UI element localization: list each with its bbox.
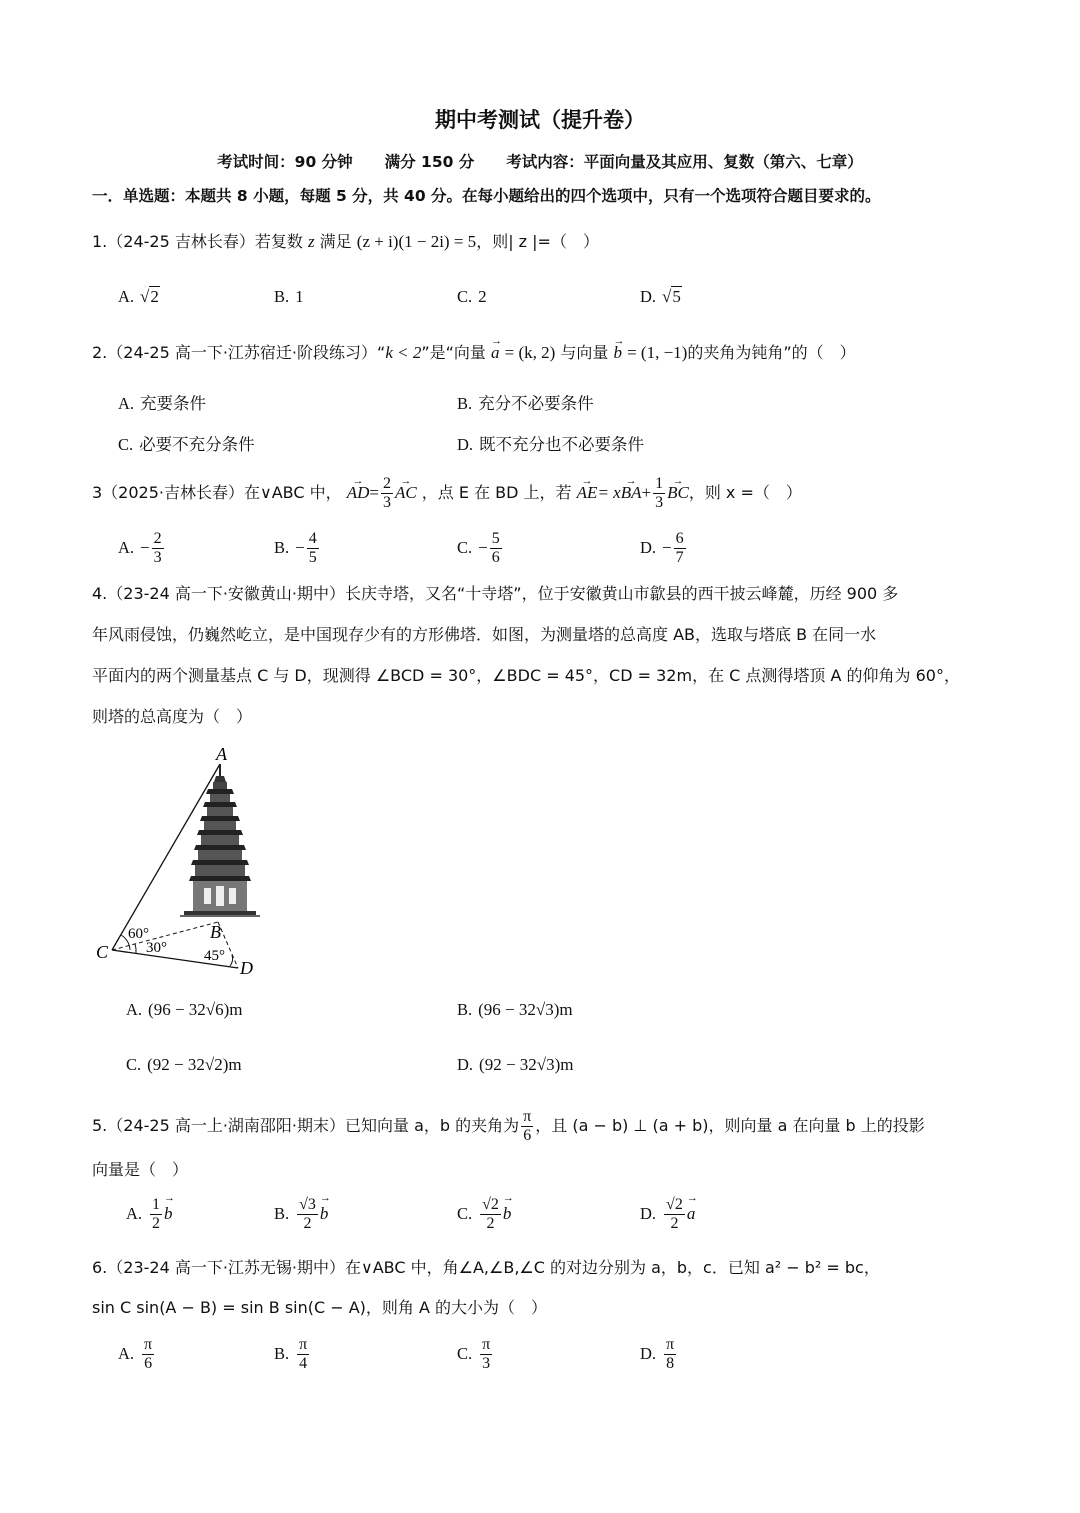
- page-title: 期中考测试（提升卷）: [435, 108, 645, 132]
- numerator: 4: [308, 530, 317, 547]
- q6-option-d[interactable]: [640, 1336, 678, 1373]
- option-label: A.: [118, 394, 135, 413]
- q4-option-a[interactable]: [126, 1000, 243, 1020]
- denominator: 3: [655, 494, 664, 511]
- denominator: 7: [675, 549, 684, 566]
- denominator: 2: [152, 1215, 161, 1232]
- numerator: 2: [153, 530, 162, 547]
- numerator: √3: [299, 1196, 316, 1213]
- q6-option-c[interactable]: [457, 1336, 494, 1373]
- q5-text-a: 5.（24-25 高一上·湖南邵阳·期末）已知向量 a，b 的夹角为: [92, 1116, 520, 1135]
- option-label: C.: [457, 1204, 473, 1223]
- option-label: C.: [457, 538, 473, 557]
- q1-option-a[interactable]: [118, 287, 160, 307]
- numerator: 1: [152, 1196, 161, 1213]
- option-label: C.: [118, 435, 134, 454]
- neg-sign: −: [662, 538, 672, 557]
- full-score: 满分 150 分: [384, 153, 475, 171]
- denominator: 4: [299, 1355, 308, 1372]
- fraction: [307, 530, 319, 567]
- numerator: 6: [675, 530, 684, 547]
- denominator: 6: [144, 1355, 153, 1372]
- numerator: √2: [666, 1196, 683, 1213]
- denominator: 6: [523, 1127, 532, 1144]
- fraction: [490, 530, 502, 567]
- option-label: D.: [457, 1055, 474, 1074]
- q5-option-d[interactable]: [640, 1196, 695, 1233]
- fraction: [152, 530, 164, 567]
- question-4-line-1: 4.（23-24 高一下·安徽黄山·期中）长庆寺塔，又名“十寺塔”，位于安徽黄山市歙县的西干披云峰麓，历经 900 多: [92, 584, 899, 603]
- option-label: B.: [274, 538, 290, 557]
- q3-option-b[interactable]: [274, 530, 321, 567]
- option-label: B.: [274, 287, 290, 306]
- numerator: 5: [491, 530, 500, 547]
- exam-meta: [0, 150, 1080, 172]
- q2-b-expr: = (1, −1): [627, 343, 688, 362]
- neg-sign: −: [295, 538, 305, 557]
- radicand: 5: [672, 287, 681, 306]
- fraction: [142, 1336, 154, 1373]
- pagoda-icon: [180, 764, 260, 916]
- section-heading: 一．单选题：本题共 8 小题，每题 5 分，共 40 分。在每小题给出的四个选项中，只有一个选项符合题目要求的。: [92, 187, 881, 205]
- option-label: C.: [126, 1055, 142, 1074]
- q2-mid2: 与向量: [560, 343, 609, 362]
- question-4-line-2: 年风雨侵蚀，仍巍然屹立，是中国现存少有的方形佛塔．如图，为测量塔的总高度 AB，选取与塔底 B 在同一水: [92, 625, 877, 644]
- pagoda-figure: [92, 742, 292, 982]
- option-label: B.: [274, 1204, 290, 1223]
- option-label: A.: [126, 1000, 143, 1019]
- q3-option-d[interactable]: [640, 530, 688, 567]
- option-value: (92 − 32√2)m: [147, 1055, 242, 1074]
- denominator: 3: [153, 549, 162, 566]
- option-label: D.: [640, 1204, 657, 1223]
- eq-sign: =: [369, 483, 379, 502]
- vector-b: → b: [320, 1204, 329, 1224]
- numerator: 1: [655, 475, 664, 492]
- q3-option-c[interactable]: [457, 530, 504, 567]
- q5-option-b[interactable]: [274, 1196, 328, 1233]
- q1-equation: (z + i)(1 − 2i) = 5: [356, 232, 477, 251]
- q1-ask: ，则| z |=（ ）: [476, 232, 599, 251]
- q2-prefix: 2.（24-25 高一下·江苏宿迁·阶段练习）“: [92, 343, 386, 362]
- q2-option-a[interactable]: [118, 390, 206, 414]
- option-label: A.: [118, 538, 135, 557]
- fraction: [521, 1108, 533, 1145]
- option-label: A.: [118, 1344, 135, 1363]
- q2-mid1: ”是“向量: [421, 343, 486, 362]
- question-4-line-4: 则塔的总高度为（ ）: [92, 707, 253, 726]
- q2-tail: 的夹角为钝角”的（ ）: [687, 343, 856, 362]
- q2-option-c[interactable]: [118, 431, 255, 455]
- q3-option-a[interactable]: [118, 530, 166, 567]
- fraction: [150, 1196, 162, 1233]
- vector-a: → a: [687, 1204, 696, 1224]
- q4-option-d[interactable]: [457, 1055, 574, 1075]
- vector-ae: → AE: [577, 481, 598, 505]
- option-value: (92 − 32√3)m: [479, 1055, 574, 1074]
- denominator: 3: [482, 1355, 491, 1372]
- numerator: √2: [482, 1196, 499, 1213]
- q1-option-c[interactable]: [457, 287, 487, 307]
- vector-b: → b: [614, 341, 623, 365]
- option-value: (96 − 32√3)m: [478, 1000, 573, 1019]
- q3-mid: ，点 E 在 BD 上，若: [421, 483, 572, 502]
- label-a: A: [216, 744, 227, 764]
- vector-ac: → AC: [395, 481, 417, 505]
- denominator: 2: [670, 1215, 679, 1232]
- fraction: [674, 530, 686, 567]
- q1-option-d[interactable]: [640, 287, 682, 307]
- q5-text-b: ，且 (a − b) ⊥ (a + b)，则向量 a 在向量 b 上的投影: [535, 1116, 925, 1135]
- q5-option-a[interactable]: [126, 1196, 173, 1233]
- q1-cond: 满足: [319, 232, 352, 251]
- angle-45-label: 45°: [204, 948, 225, 964]
- q3-prefix: 3（2025·吉林长春）在∨ABC 中，: [92, 483, 342, 502]
- option-label: B.: [457, 1000, 473, 1019]
- vector-a: → a: [491, 341, 500, 365]
- q1-prefix: 1.（24-25 吉林长春）若复数: [92, 232, 303, 251]
- denominator: 3: [382, 494, 391, 511]
- numerator: π: [299, 1336, 308, 1353]
- fraction: [381, 475, 393, 512]
- eq-x: = x: [597, 483, 621, 502]
- fraction: [664, 1196, 685, 1233]
- label-c: C: [96, 942, 109, 962]
- angle-30-label: 30°: [146, 940, 167, 956]
- vector-ad: → AD: [347, 481, 370, 505]
- q1-d-value: √5: [662, 287, 681, 306]
- question-2: [92, 341, 856, 365]
- option-label: D.: [457, 435, 474, 454]
- option-label: B.: [274, 1344, 290, 1363]
- fraction: [297, 1336, 309, 1373]
- option-label: A.: [126, 1204, 143, 1223]
- option-label: C.: [457, 287, 473, 306]
- question-5-line-2: 向量是（ ）: [92, 1160, 189, 1179]
- denominator: 8: [666, 1355, 675, 1372]
- question-6-line-1: 6.（23-24 高一下·江苏无锡·期中）在∨ABC 中，角∠A,∠B,∠C 的对边分别为 a，b，c．已知 a² − b² = bc，: [92, 1258, 880, 1277]
- option-label: A.: [118, 287, 135, 306]
- label-d: D: [240, 958, 253, 978]
- angle-60-label: 60°: [128, 926, 149, 942]
- vector-b: → b: [164, 1204, 173, 1224]
- q5-option-c[interactable]: [457, 1196, 511, 1233]
- denominator: 5: [308, 549, 317, 566]
- radicand: 2: [150, 287, 159, 306]
- q2-cond: k < 2: [385, 343, 422, 362]
- option-text: 充要条件: [140, 394, 207, 413]
- option-text: 既不充分也不必要条件: [479, 435, 645, 454]
- numerator: π: [523, 1108, 532, 1125]
- option-label: C.: [457, 1344, 473, 1363]
- q2-option-d[interactable]: [457, 431, 644, 455]
- q2-option-b[interactable]: [457, 390, 594, 414]
- option-label: D.: [640, 1344, 657, 1363]
- vector-b: → b: [503, 1204, 512, 1224]
- q4-option-c[interactable]: [126, 1055, 242, 1075]
- option-label: D.: [640, 538, 657, 557]
- option-text: 充分不必要条件: [478, 394, 594, 413]
- q1-option-b[interactable]: [274, 287, 304, 307]
- numerator: 2: [382, 475, 391, 492]
- question-3: [92, 475, 802, 512]
- q1-a-value: √2: [140, 287, 159, 306]
- q3-tail: ，则 x =（ ）: [688, 483, 802, 502]
- question-4-line-3: 平面内的两个测量基点 C 与 D，现测得 ∠BCD = 30°，∠BDC = 45°，CD = 32m，在 C 点测得塔顶 A 的仰角为 60°，: [92, 666, 960, 685]
- q4-option-b[interactable]: [457, 1000, 573, 1020]
- neg-sign: −: [140, 538, 150, 557]
- q1-c-value: 2: [478, 287, 487, 306]
- label-b: B: [210, 922, 221, 942]
- q2-a-expr: = (k, 2): [504, 343, 556, 362]
- question-5-line-1: [92, 1108, 925, 1145]
- q6-option-a[interactable]: [118, 1336, 156, 1373]
- fraction: [480, 1336, 492, 1373]
- option-value: (96 − 32√6)m: [148, 1000, 243, 1019]
- vector-ba: → BA: [621, 481, 642, 505]
- vector-bc: → BC: [667, 481, 689, 505]
- fraction: [297, 1196, 318, 1233]
- fraction: [664, 1336, 676, 1373]
- denominator: 2: [303, 1215, 312, 1232]
- numerator: π: [144, 1336, 153, 1353]
- question-6-line-2: sin C sin(A − B) = sin B sin(C − A)，则角 A 的大小为（ ）: [92, 1298, 548, 1317]
- exam-time: 考试时间：90 分钟: [217, 153, 353, 171]
- option-label: B.: [457, 394, 473, 413]
- q1-b-value: 1: [295, 287, 304, 306]
- plus-sign: +: [641, 483, 652, 502]
- denominator: 2: [486, 1215, 495, 1232]
- q1-z: z: [307, 232, 315, 251]
- neg-sign: −: [478, 538, 488, 557]
- fraction: [480, 1196, 501, 1233]
- numerator: π: [666, 1336, 675, 1353]
- numerator: π: [482, 1336, 491, 1353]
- pagoda-diagram: [92, 742, 292, 982]
- option-text: 必要不充分条件: [139, 435, 255, 454]
- fraction: [653, 475, 665, 512]
- denominator: 6: [491, 549, 500, 566]
- q6-option-b[interactable]: [274, 1336, 311, 1373]
- exam-content: 考试内容：平面向量及其应用、复数（第六、七章）: [506, 153, 863, 171]
- option-label: D.: [640, 287, 657, 306]
- question-1: [92, 230, 599, 254]
